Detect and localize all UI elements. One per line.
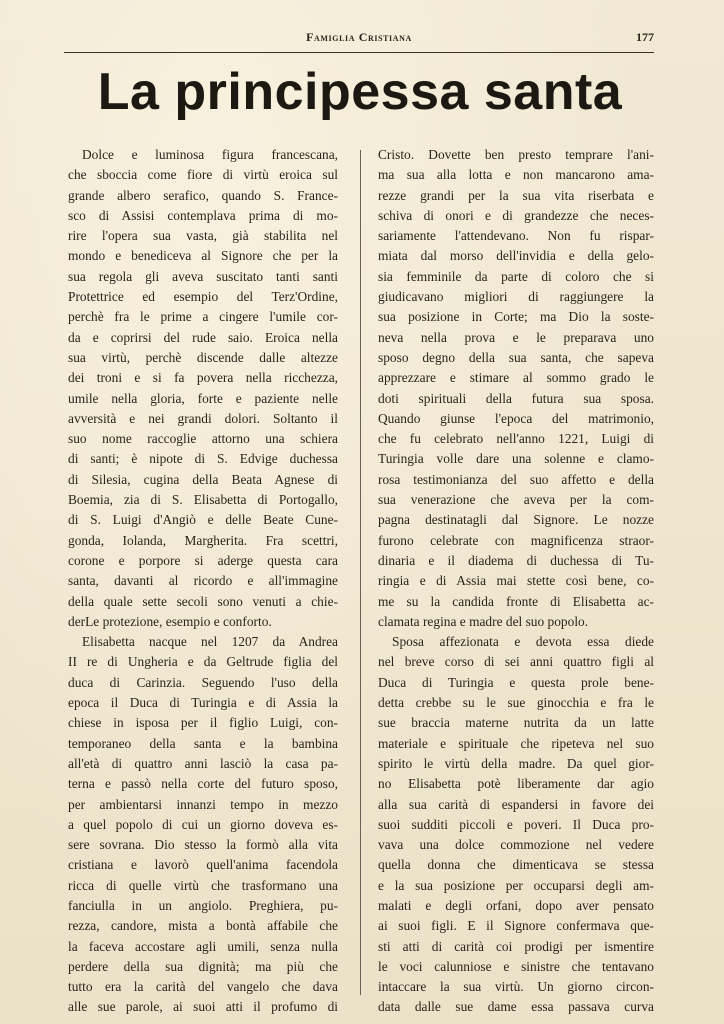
text-line: la faceva accostare agli umili, senza nulla <box>68 938 338 954</box>
text-line: sco di Assisi contemplava prima di mo- <box>68 207 338 223</box>
text-line: Quando giunse l'epoca del matrimonio, <box>378 410 654 426</box>
magazine-name: Famiglia Cristiana <box>306 30 412 44</box>
text-line: derLe protezione, esempio e conforto. <box>68 613 272 629</box>
text-line: Duca di Turingia e questa prole bene- <box>378 674 654 690</box>
text-line: furono celebrate con magnificenza straor- <box>378 532 654 548</box>
text-line: Protettrice ed esempio del Terz'Ordine, <box>68 289 338 305</box>
text-line: alle sue parole, ai suoi atti il profumo di <box>68 999 338 1015</box>
text-line: di S. Luigi d'Angiò e delle Beate Cune- <box>68 512 338 528</box>
text-line: ringia e di Assia mai stette così bene, co- <box>378 573 654 589</box>
text-line: dinaria e il diadema di duchessa di Tu- <box>378 552 654 568</box>
text-line: che sboccia come fiore di virtù eroica sul <box>68 167 338 183</box>
text-line: suo nome raccoglie attorno una schiera <box>68 431 338 447</box>
text-line: miata dal morso dell'invidia e della gelo- <box>378 248 654 264</box>
text-line: perdere della sua dignità; ma più che <box>68 958 338 974</box>
text-line: sua virtù, perchè discende dalle altezze <box>68 349 338 365</box>
text-line: mondo e benediceva al Signore che per la <box>68 248 338 264</box>
text-line: giudicavano migliori di raggiungere la <box>378 289 654 305</box>
text-line: II re di Ungheria e da Geltrude figlia del <box>68 654 338 670</box>
text-line: cristiana e lavorò quell'anima facendola <box>68 857 338 873</box>
text-line: doti spirituali della futura sua sposa. <box>378 390 654 406</box>
text-line: e la sua posizione per occuparsi degli am- <box>378 877 654 893</box>
text-line: sua regola gli aveva suscitato tanti santi <box>68 268 338 284</box>
text-line: avversità e nei grandi dolori. Soltanto il <box>68 410 338 426</box>
text-line: schiva di onori e di grandezze che neces- <box>378 207 654 223</box>
text-line: grande albero serafico, quando S. France- <box>68 187 338 203</box>
text-line: Cristo. Dovette ben presto temprare l'ani- <box>378 147 654 162</box>
text-line: me su la candida fronte di Elisabetta ac- <box>378 593 654 609</box>
text-line: ai suoi figli. E il Signore confermava que- <box>378 918 654 934</box>
text-line: rosa testimonianza del suo affetto e della <box>378 471 654 487</box>
page-number: 177 <box>636 30 654 44</box>
text-line: temporaneo della santa e la bambina <box>68 735 338 751</box>
text-line: sariamente l'attendevano. Non fu rispar- <box>378 228 654 244</box>
text-line: neva nella prova e le preparava uno <box>378 329 654 345</box>
text-line: ricca di quelle virtù che trasformano una <box>68 877 338 893</box>
text-line: tutto era la carità del vangelo che dava <box>68 979 338 995</box>
text-line: di santi; è nipote di S. Edvige duchessa <box>68 451 338 467</box>
text-line: sposo degno della sua santa, che sapeva <box>378 349 654 365</box>
text-line: spirito le virtù della madre. Da quel gior- <box>378 755 654 771</box>
right-column <box>378 145 654 1018</box>
text-line: di Silesia, cugina della Beata Agnese di <box>68 471 338 487</box>
text-line: terna e passò nella corte del futuro sposo, <box>68 776 338 792</box>
text-line: Dolce e luminosa figura francescana, <box>82 147 338 162</box>
text-line: vava una dolce commozione nel vedere <box>378 837 654 853</box>
text-line: gonda, Iolanda, Margherita. Fra scettri, <box>68 532 338 548</box>
text-line: sti atti di carità coi prodigi per ismentire <box>378 938 654 954</box>
text-line: sia femminile da parte di coloro che si <box>378 268 654 284</box>
text-line: clamata regina e madre del suo popolo. <box>378 613 589 629</box>
text-line: quella donna che dimenticava se stessa <box>378 857 654 873</box>
text-line: rezza, candore, mista a bontà affabile che <box>68 918 338 934</box>
article-title: La principessa santa <box>97 63 623 121</box>
text-line: all'età di quattro anni lasciò la casa pa- <box>68 755 338 771</box>
text-line: epoca il Duca di Turingia e di Assia la <box>68 695 338 711</box>
header-rule <box>64 52 654 53</box>
text-line: data dalle sue dame essa passava curva <box>378 999 654 1015</box>
text-line: sue braccia materne nutrita da un latte <box>378 715 654 731</box>
text-line: sere sovrana. Dio stesso la formò alla vita <box>68 837 338 853</box>
text-line: rire l'opera sua vasta, già stabilita nel <box>68 228 338 244</box>
text-line: malati e degli orfani, dopo aver pensato <box>378 897 654 913</box>
text-line: Turingia volle dare una solenne e clamo- <box>378 451 654 467</box>
text-line: che fu celebrato nell'anno 1221, Luigi di <box>378 431 654 447</box>
text-line: nel breve corso di sei anni quattro figli al <box>378 654 654 670</box>
text-line: per ambientarsi innanzi tempo in mezzo <box>68 796 338 812</box>
text-line: fanciulla in un angiolo. Preghiera, pu- <box>68 897 338 913</box>
text-line: le voci calunniose e sinistre che tentavano <box>378 958 654 974</box>
text-line: corone e porpore si aderge questa cara <box>68 552 338 568</box>
text-line: duca di Carinzia. Seguendo l'uso della <box>68 674 338 690</box>
text-line: suoi sudditi piccoli e poveri. Il Duca pro- <box>378 816 654 832</box>
left-column <box>68 145 338 1018</box>
running-header <box>64 30 654 48</box>
text-line: rezze grandi per la sua vita riserbata e <box>378 187 654 203</box>
text-line: sua venerazione che aveva per la com- <box>378 492 654 508</box>
text-line: santa, davanti al ricordo e all'immagine <box>68 573 338 589</box>
text-line: pagna destinatagli dal Signore. Le nozze <box>378 512 654 528</box>
text-line: intaccare la sua virtù. Un giorno circon- <box>378 979 654 995</box>
text-line: Sposa affezionata e devota essa diede <box>392 634 654 650</box>
text-line: ma sua alla lotta e non mancarono ama- <box>378 167 654 183</box>
text-line: a quel popolo di cui un giorno doveva es- <box>68 816 338 832</box>
text-line: della quale sette secoli sono venuti a chie- <box>68 593 338 609</box>
text-line: detta crebbe su le sue ginocchia e fra le <box>378 695 654 711</box>
text-line: chiese in isposa per il figlio Luigi, con- <box>68 715 338 731</box>
text-line: no Elisabetta potè liberamente dar agio <box>378 776 654 792</box>
text-line: umile nella gloria, forte e paziente nelle <box>68 390 338 406</box>
text-line: apprezzare e stimare al sommo grado le <box>378 370 654 386</box>
text-line: dei troni e si fa povera nella ricchezza, <box>68 370 338 386</box>
text-line: da e coprirsi del rude saio. Eroica nella <box>68 329 338 345</box>
text-line: alla sua carità di espandersi in favore dei <box>378 796 654 812</box>
text-line: Boemia, zia di S. Elisabetta di Portogallo, <box>68 492 338 508</box>
text-line: sua posizione in Corte; ma Dio la soste- <box>378 309 654 325</box>
text-line: perchè fra le prime a cingere l'umile cor- <box>68 309 338 325</box>
column-divider <box>360 150 361 995</box>
text-line: Elisabetta nacque nel 1207 da Andrea <box>82 634 338 650</box>
text-line: materiale e spirituale che ripeteva nel suo <box>378 735 654 751</box>
